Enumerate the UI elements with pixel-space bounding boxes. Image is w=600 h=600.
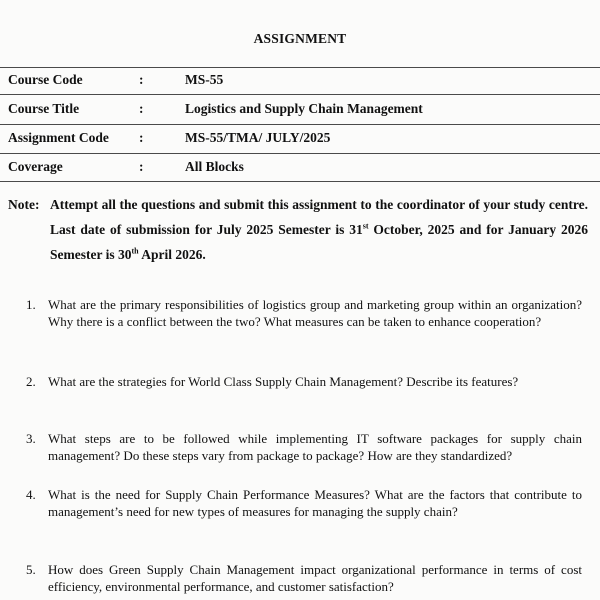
meta-colon: : — [139, 159, 144, 174]
meta-label: Course Code — [8, 72, 83, 87]
note-body — [50, 192, 588, 267]
meta-row-assignment-code — [0, 130, 600, 152]
page-title: ASSIGNMENT — [253, 31, 347, 46]
note-text-2: October, 2025 and for January 2026 Semester is 30 — [50, 222, 588, 262]
question-text: What is the need for Supply Chain Performance Measures? What are the factors that contribute to management’s need for new types of measures for managing the supply chain? — [48, 487, 582, 519]
note-superscript-st: st — [362, 221, 369, 231]
question-text: What steps are to be followed while implementing IT software packages for supply chain management? Do these steps vary from package to package? How are they standardized? — [48, 431, 582, 463]
note-lead: Note: — [8, 197, 40, 212]
divider — [0, 124, 600, 125]
note-superscript-th: th — [131, 246, 139, 256]
divider-bottom — [0, 181, 600, 182]
divider — [0, 153, 600, 154]
question-text: How does Green Supply Chain Management impact organizational performance in terms of cost efficiency, environmental performance, and customer satisfaction? — [48, 562, 582, 594]
meta-label: Course Title — [8, 101, 80, 116]
meta-value: Logistics and Supply Chain Management — [185, 101, 423, 116]
question-text: What are the strategies for World Class Supply Chain Management? Describe its features? — [48, 374, 519, 389]
meta-colon: : — [139, 130, 144, 145]
question-number: 2. — [26, 374, 36, 389]
question-text: What are the primary responsibilities of logistics group and marketing group within an organization? Why there is a conflict between the two? What measures can be taken to enhance cooperation? — [48, 297, 582, 329]
divider — [0, 94, 600, 95]
meta-row-coverage — [0, 159, 600, 181]
note-text-3: April 2026. — [138, 247, 206, 262]
meta-colon: : — [139, 101, 144, 116]
note-text-1: Attempt all the questions and submit this assignment to the coordinator of your study centre. Last date of submission for July 2025 Semester is 31 — [50, 197, 588, 237]
meta-value: MS-55 — [185, 72, 224, 87]
question-number: 4. — [26, 487, 36, 502]
meta-row-course-title — [0, 101, 600, 123]
meta-value: All Blocks — [185, 159, 244, 174]
meta-label: Coverage — [8, 159, 63, 174]
divider-top — [0, 67, 600, 68]
meta-colon: : — [139, 72, 144, 87]
meta-value: MS-55/TMA/ JULY/2025 — [185, 130, 331, 145]
meta-label: Assignment Code — [8, 130, 109, 145]
question-number: 5. — [26, 562, 36, 577]
meta-row-course-code — [0, 72, 600, 94]
question-number: 1. — [26, 297, 36, 312]
question-number: 3. — [26, 431, 36, 446]
